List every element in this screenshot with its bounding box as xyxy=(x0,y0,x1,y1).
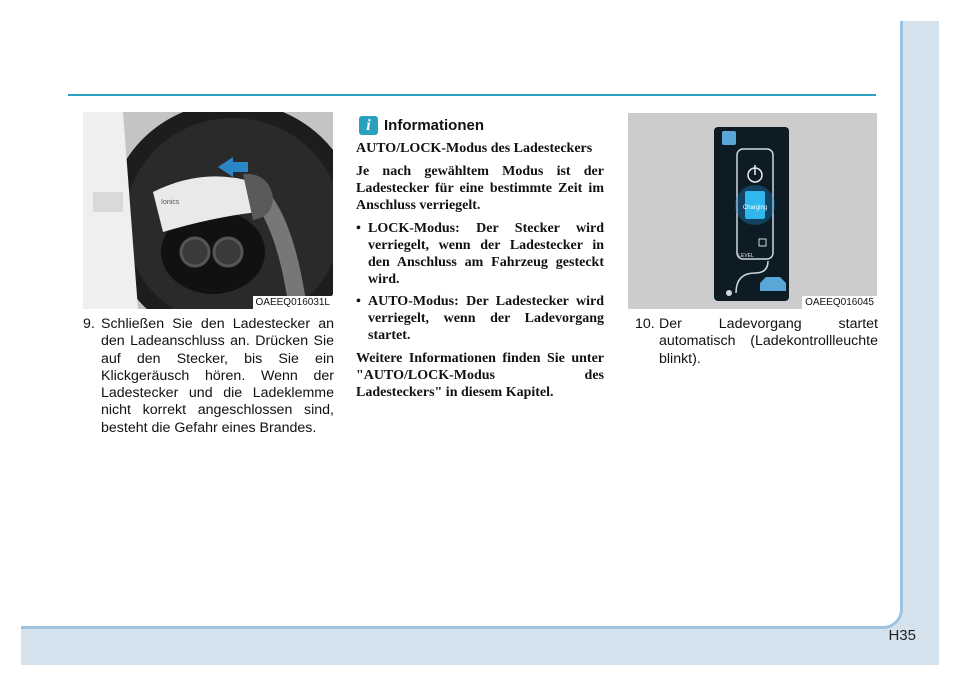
info-intro: Je nach gewähltem Modus ist der Ladestecker für eine bestimmte Zeit im Anschluss verriegelt. xyxy=(356,164,604,213)
step-text: Der Ladevorgang startet automatisch (Ladekontrollleuchte blinkt). xyxy=(659,316,878,367)
charging-display-photo xyxy=(628,113,877,309)
figure-code: OAEEQ016031L xyxy=(253,296,334,309)
info-outro: Weitere Informationen finden Sie unter "AUTO/LOCK-Modus des Ladesteckers" in diesem Kapitel. xyxy=(356,351,604,400)
display-illustration xyxy=(628,113,877,309)
info-heading: AUTO/LOCK-Modus des Ladesteckers xyxy=(356,141,593,156)
info-title: Informationen xyxy=(384,117,484,134)
charging-plug-photo xyxy=(83,112,333,309)
charging-label: Charging xyxy=(742,205,768,211)
plug-illustration xyxy=(83,112,333,309)
info-header xyxy=(359,116,484,135)
info-bullet: • LOCK-Modus: Der Stecker wird verriegelt, wenn der Ladestecker in den Anschluss am Fahrzeug gesteckt wird. xyxy=(356,220,604,288)
info-icon: i xyxy=(359,116,378,135)
level-label: LEVEL xyxy=(738,253,754,259)
info-body xyxy=(356,140,604,407)
step-number: 10. xyxy=(635,316,655,332)
page-number: H35 xyxy=(888,627,916,644)
header-rule xyxy=(68,94,876,96)
figure-code: OAEEQ016045 xyxy=(802,296,877,309)
plug-brand-label: Ionics xyxy=(161,199,180,206)
step-text: Schließen Sie den Ladestecker an den Ladeanschluss an. Drücken Sie auf den Stecker, bis Sie ein Klickgeräusch hören. Wenn der Ladestecker und die Ladeklemme nicht korrekt angeschlossen sind, besteht die Gefahr eines Brandes. xyxy=(101,316,334,436)
step-9 xyxy=(83,316,334,437)
step-number: 9. xyxy=(83,316,95,332)
info-bullet: • AUTO-Modus: Der Ladestecker wird verriegelt, wenn der Ladevorgang startet. xyxy=(356,293,604,344)
info-bullet-list xyxy=(356,220,604,344)
step-10 xyxy=(635,316,878,368)
